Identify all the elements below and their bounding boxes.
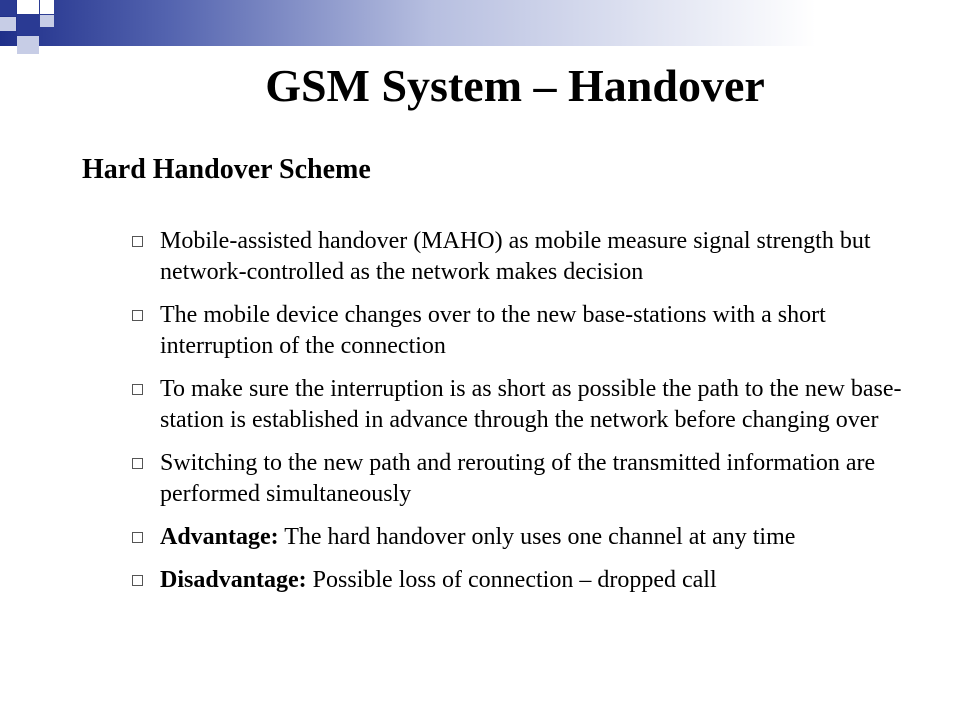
square-decoration bbox=[17, 0, 39, 14]
square-decoration bbox=[0, 17, 16, 31]
bullet-text: Switching to the new path and rerouting of the transmitted information are performed simultaneously bbox=[160, 450, 876, 507]
slide-subtitle: Hard Handover Scheme bbox=[82, 154, 371, 185]
bullet-text: Mobile-assisted handover (MAHO) as mobile measure signal strength but network-controlled as the network makes decision bbox=[160, 228, 871, 285]
square-bullet-icon bbox=[132, 532, 143, 543]
bullet-text: Possible loss of connection – dropped call bbox=[306, 567, 717, 593]
square-bullet-icon bbox=[132, 236, 143, 247]
bullet-text: To make sure the interruption is as short as possible the path to the new base-station is established in advance through the network before changing over bbox=[160, 376, 902, 433]
square-decoration bbox=[0, 0, 16, 16]
bullet-lead: Advantage: bbox=[160, 524, 279, 550]
bullet-item bbox=[130, 226, 930, 288]
square-bullet-icon bbox=[132, 384, 143, 395]
bullet-item bbox=[130, 300, 930, 362]
square-decoration bbox=[17, 15, 39, 35]
corner-squares-decoration bbox=[0, 0, 80, 60]
bullet-item bbox=[130, 522, 930, 553]
square-decoration bbox=[40, 0, 54, 14]
bullet-item bbox=[130, 374, 930, 436]
bullet-text: The mobile device changes over to the new base-stations with a short interruption of the connection bbox=[160, 302, 826, 359]
square-bullet-icon bbox=[132, 575, 143, 586]
bullet-lead: Disadvantage: bbox=[160, 567, 307, 593]
square-bullet-icon bbox=[132, 458, 143, 469]
header-gradient-bar bbox=[0, 0, 960, 46]
bullet-item bbox=[130, 565, 930, 596]
square-bullet-icon bbox=[132, 310, 143, 321]
slide-title: GSM System – Handover bbox=[265, 60, 765, 111]
bullet-item bbox=[130, 448, 930, 510]
bullet-list bbox=[130, 226, 930, 596]
square-decoration bbox=[40, 15, 54, 27]
square-decoration bbox=[17, 36, 39, 54]
bullet-text: The hard handover only uses one channel at any time bbox=[278, 524, 796, 550]
